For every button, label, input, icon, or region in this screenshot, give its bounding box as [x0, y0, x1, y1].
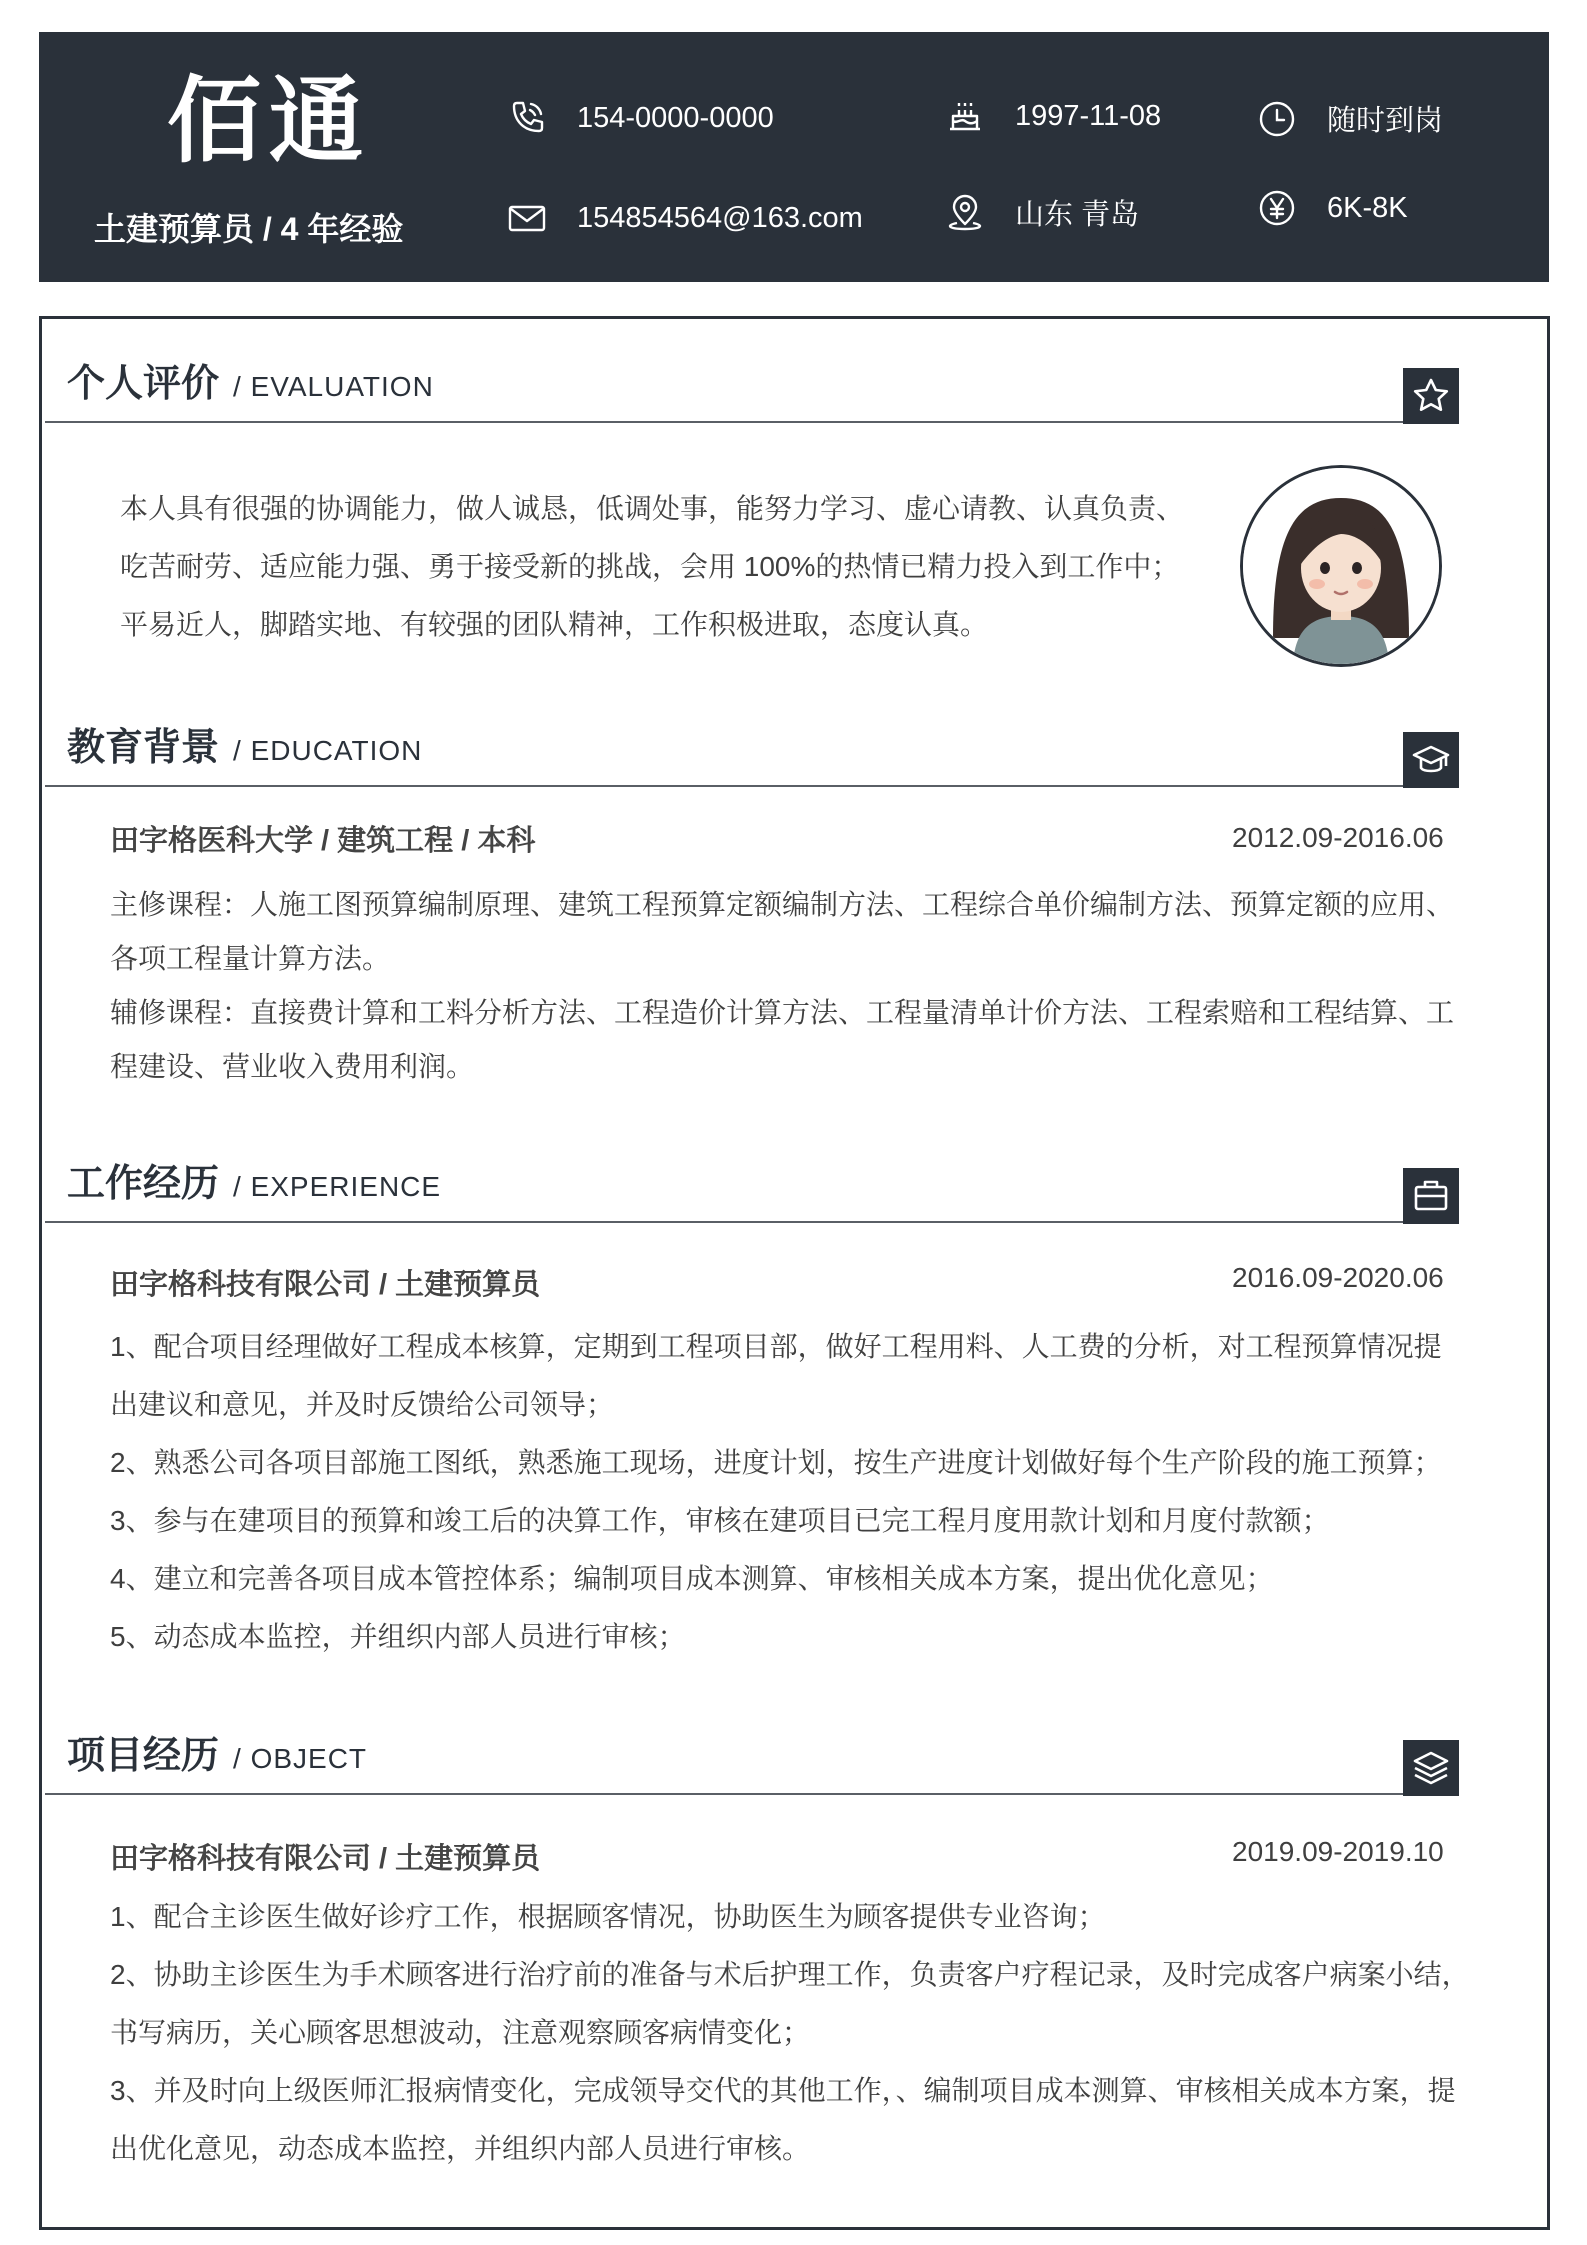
section-badge [1403, 368, 1459, 424]
section-title: 个人评价 / EVALUATION [67, 363, 434, 405]
job-title: 土建预算员 / 4 年经验 [94, 211, 404, 247]
section-title: 教育背景 / EDUCATION [67, 727, 423, 769]
experience-date: 2016.09-2020.06 [1232, 1262, 1444, 1293]
yuan-icon [1257, 188, 1297, 228]
section-badge [1403, 732, 1459, 788]
avatar [1240, 465, 1442, 667]
availability-info: 随时到岗 [1257, 98, 1443, 139]
salary-info: 6K-8K [1257, 188, 1408, 228]
birthday-info: 1997-11-08 [945, 96, 1161, 136]
section-title: 工作经历 / EXPERIENCE [67, 1163, 442, 1205]
section-divider [45, 785, 1459, 787]
phone-info: 154-0000-0000 [507, 98, 774, 138]
education-date: 2012.09-2016.06 [1232, 822, 1444, 853]
education-courses: 主修课程：人施工图预算编制原理、建筑工程预算定额编制方法、工程综合单价编制方法、预算定额的应用、 各项工程量计算方法。 辅修课程：直接费计算和工料分析方法、工程造价计算方法、工程量清单计价方法、工程索赔和工程结算、工 程建设、营业收入费用利润。 [110, 889, 1455, 1082]
briefcase-icon [1411, 1176, 1451, 1216]
email-info: 154854564@163.com [507, 198, 863, 238]
project-duties: 1、配合主诊医生做好诊疗工作，根据顾客情况，协助医生为顾客提供专业咨询； 2、协助主诊医生为手术顾客进行治疗前的准备与术后护理工作，负责客户疗程记录，及时完成客户病案小结， 书写病历，关心顾客思想波动，注意观察顾客病情变化； 3、并及时向上级医师汇报病情变化，完成领导交代的其他工作，、编制项目成本测算、审核相关成本方案，提 出优化意见，动态成本监控，并组织内部人员进行审核。 [110, 1901, 1470, 2164]
experience-duties: 1、配合项目经理做好工程成本核算，定期到工程项目部，做好工程用料、人工费的分析，对工程预算情况提 出建议和意见，并及时反馈给公司领导； 2、熟悉公司各项目部施工图纸，熟悉施工现场，进度计划，按生产进度计划做好每个生产阶段的施工预算； 3、参与在建项目的预算和竣工后的决算工作，审核在建项目已完工程月度用款计划和月度付款额； 4、建立和完善各项目成本管控体系；编制项目成本测算、审核相关成本方案，提出优化意见； 5、动态成本监控，并组织内部人员进行审核； [110, 1331, 1442, 1652]
candidate-name: 佰通 [167, 68, 372, 173]
section-divider [45, 1221, 1459, 1223]
clock-icon [1257, 99, 1297, 139]
evaluation-text: 本人具有很强的协调能力，做人诚恳，低调处事，能努力学习、虚心请教、认真负责、 吃苦耐劳、适应能力强、勇于接受新的挑战，会用 100%的热情已精力投入到工作中； 平易近人，脚踏实地、有较强的团队精神，工作积极进取，态度认真。 [120, 493, 1185, 640]
avatar-illustration [1243, 468, 1439, 664]
section-badge [1403, 1168, 1459, 1224]
cake-icon [945, 96, 985, 136]
location-info: 山东 青岛 [945, 192, 1139, 233]
location-pin-icon [945, 193, 985, 233]
project-date: 2019.09-2019.10 [1232, 1836, 1444, 1867]
star-icon [1411, 376, 1451, 416]
section-badge [1403, 1740, 1459, 1796]
phone-icon [507, 98, 547, 138]
resume-header [39, 32, 1549, 282]
section-title: 项目经历 / OBJECT [67, 1735, 368, 1777]
mail-icon [507, 198, 547, 238]
graduation-cap-icon [1411, 740, 1451, 780]
section-divider [45, 1793, 1459, 1795]
project-company: 田字格科技有限公司 / 土建预算员 [110, 1843, 541, 1875]
experience-company: 田字格科技有限公司 / 土建预算员 [110, 1269, 541, 1301]
section-divider [45, 421, 1459, 423]
layers-icon [1411, 1748, 1451, 1788]
education-school: 田字格医科大学 / 建筑工程 / 本科 [110, 825, 536, 857]
